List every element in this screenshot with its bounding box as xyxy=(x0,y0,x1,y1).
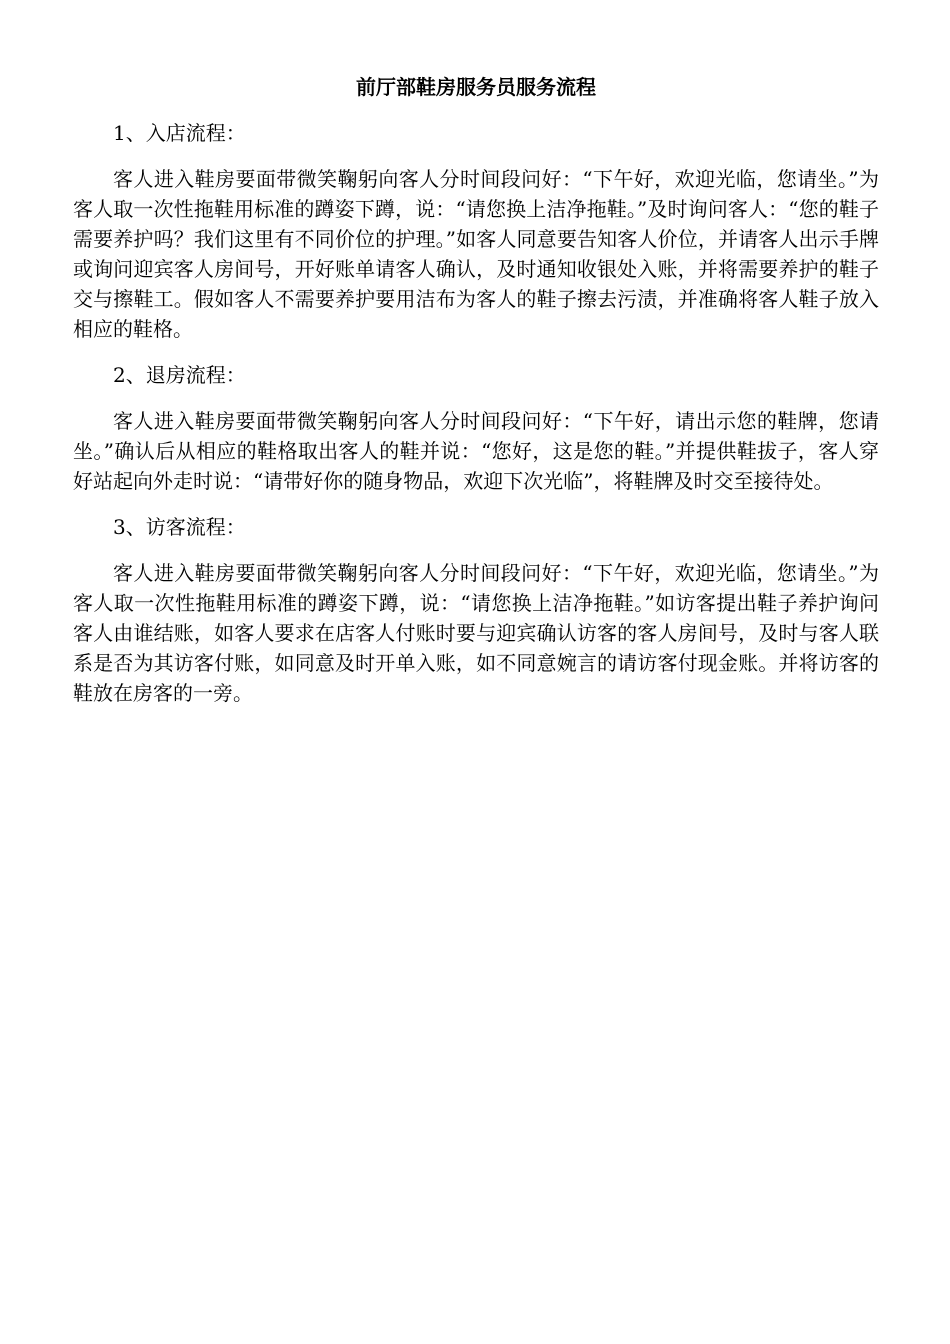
section-heading-check-in: 1、入店流程： xyxy=(113,121,246,145)
section-heading-visitor: 3、访客流程： xyxy=(113,515,246,539)
section-body-check-out: 客人进入鞋房要面带微笑鞠躬向客人分时间段问好：“下午好，请出示您的鞋牌，您请坐。”确认后从相应的鞋格取出客人的鞋并说：“您好，这是您的鞋。”并提供鞋拔子，客人穿好站起向外走时说：“请带好你的随身物品，欢迎下次光临”，将鞋牌及时交至接待处。 xyxy=(73,409,879,493)
section-heading-check-out: 2、退房流程： xyxy=(113,363,246,387)
document-title: 前厅部鞋房服务员服务流程 xyxy=(356,75,596,99)
section-body-check-in: 客人进入鞋房要面带微笑鞠躬向客人分时间段问好：“下午好，欢迎光临，您请坐。”为客人取一次性拖鞋用标准的蹲姿下蹲，说：“请您换上洁净拖鞋。”及时询问客人：“您的鞋子需要养护吗？我们这里有不同价位的护理。”如客人同意要告知客人价位，并请客人出示手牌或询问迎宾客人房间号，开好账单请客人确认，及时通知收银处入账，并将需要养护的鞋子交与擦鞋工。假如客人不需要养护要用洁布为客人的鞋子擦去污渍，并准确将客人鞋子放入相应的鞋格。 xyxy=(73,167,879,341)
section-body-visitor: 客人进入鞋房要面带微笑鞠躬向客人分时间段问好：“下午好，欢迎光临，您请坐。”为客人取一次性拖鞋用标准的蹲姿下蹲，说：“请您换上洁净拖鞋。”如访客提出鞋子养护询问客人由谁结账，如客人要求在店客人付账时要与迎宾确认访客的客人房间号，及时与客人联系是否为其访客付账，如同意及时开单入账，如不同意婉言的请访客付现金账。并将访客的鞋放在房客的一旁。 xyxy=(73,561,879,705)
document-content xyxy=(73,72,879,724)
